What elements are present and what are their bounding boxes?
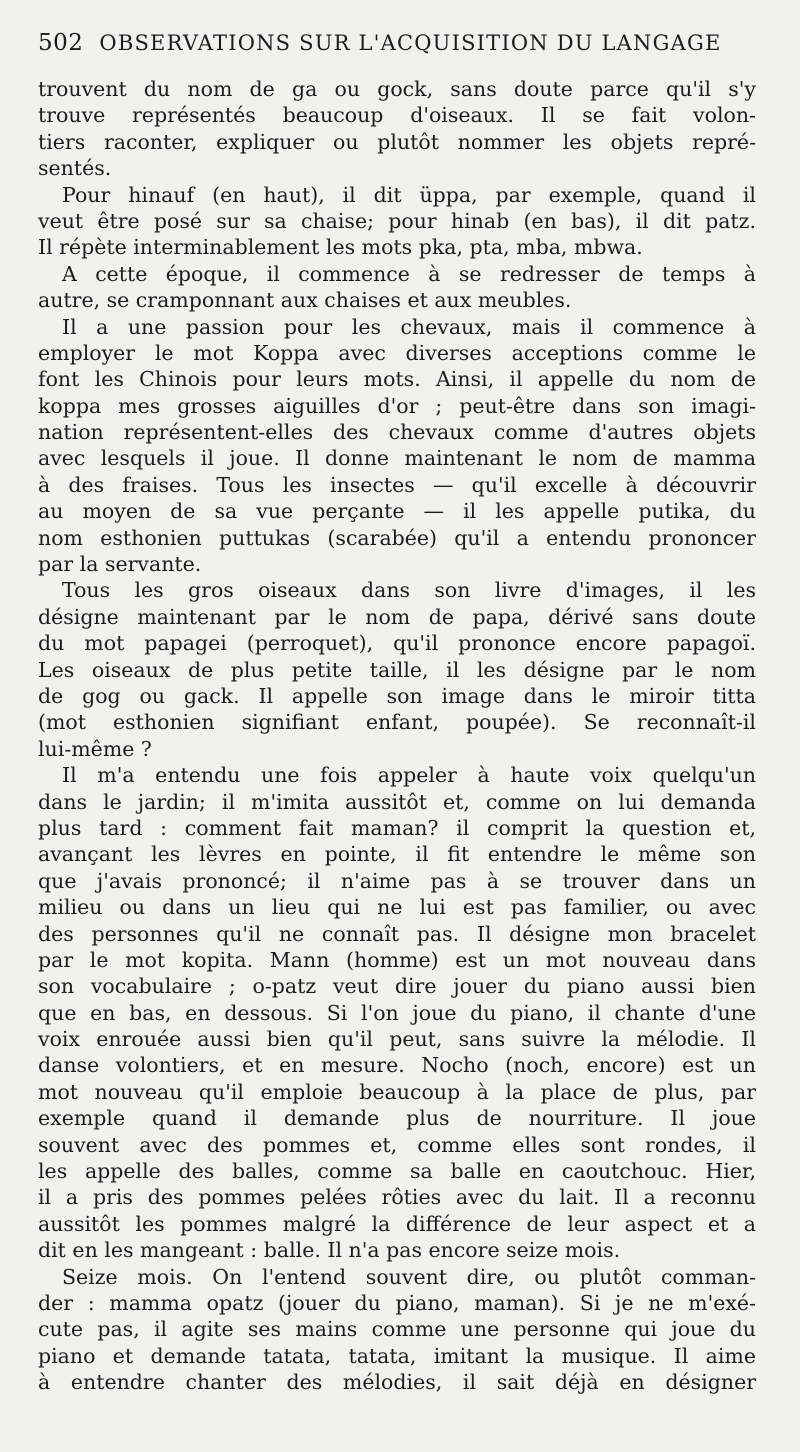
text-line: Il a une passion pour les chevaux, mais il commence à [62,314,756,339]
text-line: au moyen de sa vue perçante — il les appelle putika, du [38,499,756,524]
text-line: il a pris des pommes pelées rôties avec du lait. Il a reconnu [38,1185,756,1210]
text-line: employer le mot Koppa avec diverses acceptions comme le [38,340,756,365]
page-number: 502 [38,30,84,56]
text-line: milieu ou dans un lieu qui ne lui est pas familier, ou avec [38,895,756,920]
text-line: dans le jardin; il m'imita aussitôt et, comme on lui demanda [38,789,756,814]
text-line: que j'avais prononcé; il n'aime pas à se trouver dans un [38,868,756,893]
text-line: trouve représentés beaucoup d'oiseaux. Il se fait volon- [38,103,756,128]
text-line: der : mamma opatz (jouer du piano, maman). Si je ne m'exé- [38,1290,756,1315]
text-line: (mot esthonien signifiant enfant, poupée). Se reconnaît-il [38,710,756,735]
text-line: danse volontiers, et en mesure. Nocho (noch, encore) est un [38,1053,756,1078]
text-line: veut être posé sur sa chaise; pour hinab (en bas), il dit patz. [38,208,756,233]
text-line: piano et demande tatata, tatata, imitant la musique. Il aime [38,1343,756,1368]
text-line: Pour hinauf (en haut), il dit üppa, par exemple, quand il [62,182,756,207]
text-line: les appelle des balles, comme sa balle en caoutchouc. Hier, [38,1159,756,1184]
text-line: par la servante. [38,552,202,577]
text-line: nation représentent-elles des chevaux comme d'autres objets [38,420,756,445]
text-line: Seize mois. On l'entend souvent dire, ou plutôt comman- [62,1264,756,1289]
text-line: exemple quand il demande plus de nourriture. Il joue [38,1106,756,1131]
text-line: lui-même ? [38,736,152,761]
text-line: Les oiseaux de plus petite taille, il les désigne par le nom [38,657,756,682]
text-line: à entendre chanter des mélodies, il sait déjà en désigner [38,1370,756,1395]
text-line: trouvent du nom de ga ou gock, sans doute parce qu'il s'y [38,77,756,101]
text-line: dit en les mangeant : balle. Il n'a pas encore seize mois. [38,1238,621,1263]
text-line: voix enrouée aussi bien qu'il peut, sans suivre la mélodie. Il [38,1027,756,1052]
text-line: du mot papagei (perroquet), qu'il prononce encore papagoï. [38,631,756,656]
text-line: aussitôt les pommes malgré la différence de leur aspect et a [38,1211,756,1236]
text-line: Tous les gros oiseaux dans son livre d'images, il les [62,578,756,603]
text-line: sentés. [38,156,112,181]
text-line: font les Chinois pour leurs mots. Ainsi, il appelle du nom de [38,367,756,392]
text-line: koppa mes grosses aiguilles d'or ; peut-être dans son imagi- [38,393,756,418]
text-line: son vocabulaire ; o-patz veut dire jouer du piano aussi bien [38,974,756,999]
text-line: A cette époque, il commence à se redresser de temps à [62,261,756,286]
text-line: mot nouveau qu'il emploie beaucoup à la place de plus, par [38,1079,756,1104]
text-line: par le mot kopita. Mann (homme) est un mot nouveau dans [38,947,756,972]
text-line: tiers raconter, expliquer ou plutôt nommer les objets repré- [38,129,756,154]
text-line: des personnes qu'il ne connaît pas. Il désigne mon bracelet [38,921,756,946]
text-line: que en bas, en dessous. Si l'on joue du piano, il chante d'une [38,1000,756,1025]
text-line: à des fraises. Tous les insectes — qu'il excelle à découvrir [38,472,756,497]
text-line: désigne maintenant par le nom de papa, dérivé sans doute [38,604,756,629]
text-line: Il répète interminablement les mots pka, pta, mba, mbwa. [38,235,643,260]
text-line: autre, se cramponnant aux chaises et aux meubles. [38,288,572,313]
text-line: cute pas, il agite ses mains comme une personne qui joue du [38,1317,756,1342]
text-line: avançant les lèvres en pointe, il fit entendre le même son [38,842,756,867]
text-line: Il m'a entendu une fois appeler à haute voix quelqu'un [62,763,756,788]
text-line: souvent avec des pommes et, comme elles sont rondes, il [38,1132,756,1157]
body-text [38,76,756,1396]
text-line: nom esthonien puttukas (scarabée) qu'il a entendu prononcer [38,525,756,550]
text-line: plus tard : comment fait maman? il comprit la question et, [38,815,756,840]
running-header [38,30,756,70]
text-line: avec lesquels il joue. Il donne maintenant le nom de mamma [38,446,756,471]
text-line: de gog ou gack. Il appelle son image dans le miroir titta [38,683,756,708]
running-title: OBSERVATIONS SUR L'ACQUISITION DU LANGAGE [99,31,722,55]
